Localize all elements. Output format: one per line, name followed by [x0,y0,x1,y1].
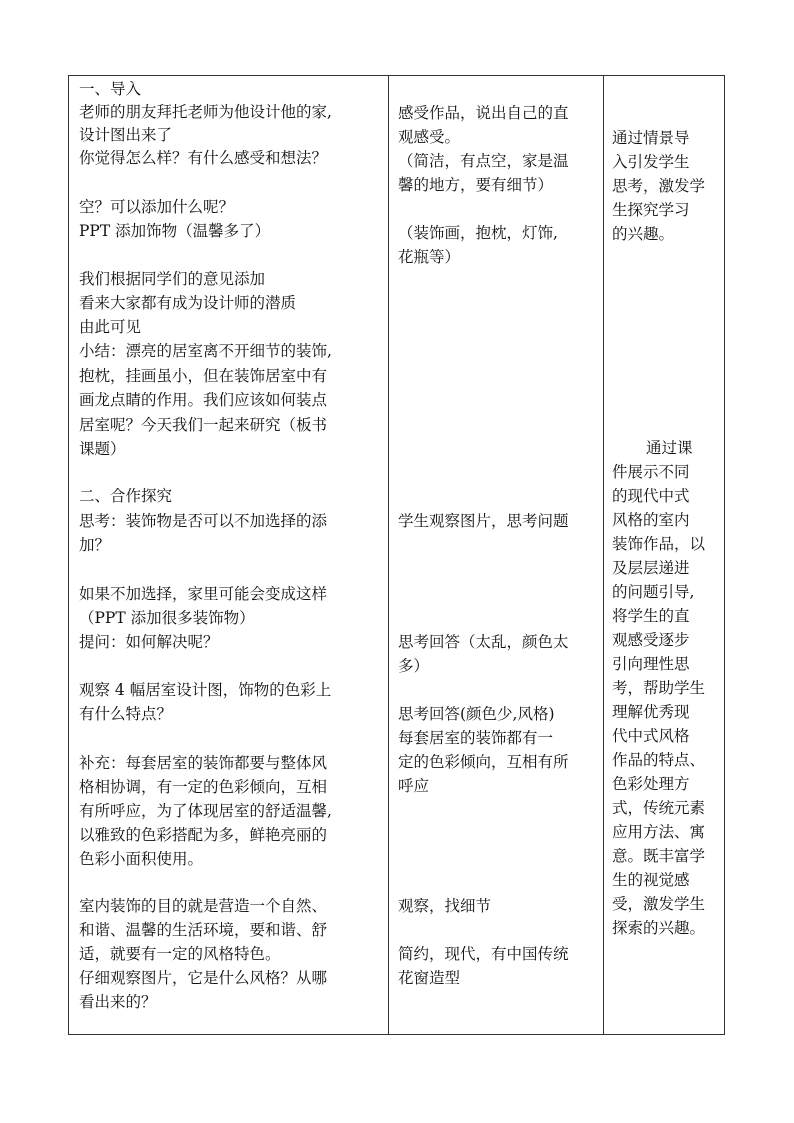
text-line: 通过课 [646,439,693,457]
text-line: （简洁，有点空，家是温 [398,152,569,170]
text-line: 的兴趣。 [612,225,675,243]
text-line: 空？可以添加什么呢？ [79,198,235,216]
text-line: 考，帮助学生 [612,679,706,697]
text-line: 我们根据同学们的意见添加 [79,270,266,288]
text-line: 装饰作品，以 [612,535,706,553]
text-line: 馨的地方，要有细节） [398,176,554,194]
lesson-plan-table [68,75,725,1035]
text-line: 感受作品，说出自己的直 [398,104,569,122]
text-line: 花瓶等） [398,248,461,266]
text-line: PPT 添加饰物（温馨多了） [79,222,271,240]
text-line: 小结：漂亮的居室离不开细节的装饰, [79,342,332,360]
text-line: 通过情景导 [612,129,690,147]
text-line: 色彩处理方 [612,775,690,793]
text-line: 多） [398,657,430,675]
design-intent-cell [604,76,726,1034]
text-line: 学生观察图片，思考问题 [398,512,569,530]
text-line: 定的色彩倾向，互相有所 [398,753,569,771]
text-line: 理解优秀现 [612,703,690,721]
text-line: 有什么特点？ [79,705,173,723]
text-line: 观感受。 [398,128,461,146]
text-line: 应用方法、寓 [612,823,706,841]
text-line: 及层层递进 [612,559,690,577]
text-line: 观感受逐步 [612,631,690,649]
text-line: 意。既丰富学 [612,847,706,865]
text-line: 生探究学习 [612,201,690,219]
text-line: 格相协调，有一定的色彩倾向，互相 [79,778,328,796]
text-line: 件展示不同 [612,463,690,481]
text-line: 思考回答(颜色少,风格) [398,705,555,723]
section-heading: 一、导入 [79,80,142,98]
text-line: 的问题引导, [612,583,695,601]
text-line: 思考，激发学 [612,177,706,195]
text-line: 将学生的直 [612,607,690,625]
text-line: 的现代中式 [612,487,690,505]
text-line: 适，就要有一定的风格特色。 [79,945,281,963]
text-line: 探索的兴趣。 [612,919,706,937]
text-line: 代中式风格 [612,727,690,745]
text-line: 加？ [79,536,111,554]
text-line: 式，传统元素 [612,799,706,817]
text-line: 以雅致的色彩搭配为多，鲜艳亮丽的 [79,826,328,844]
text-line: 如果不加选择，家里可能会变成这样 [79,585,328,603]
text-line: 思考：装饰物是否可以不加选择的添 [79,512,328,530]
text-line: 简约，现代，有中国传统 [398,945,569,963]
text-line: 作品的特点、 [612,751,706,769]
text-line: 看出来的？ [79,993,157,1011]
text-line: 居室呢？今天我们一起来研究（板书 [79,416,328,434]
text-line: 室内装饰的目的就是营造一个自然、 [79,897,328,915]
text-line: 思考回答（太乱，颜色太 [398,633,569,651]
text-line: 每套居室的装饰都有一 [398,729,554,747]
text-line: （PPT 添加很多装饰物） [79,609,255,627]
text-line: 观察 4 幅居室设计图，饰物的色彩上 [79,681,332,699]
section-heading: 二、合作探究 [79,487,173,505]
text-line: 看来大家都有成为设计师的潜质 [79,294,297,312]
text-line: 受，激发学生 [612,895,706,913]
text-line: 老师的朋友拜托老师为他设计他的家, [79,103,332,121]
text-line: 由此可见 [79,318,142,336]
text-line: 风格的室内 [612,511,690,529]
text-line: 你觉得怎么样？有什么感受和想法？ [79,149,328,167]
text-line: 和谐、温馨的生活环境，要和谐、舒 [79,921,328,939]
text-line: 花窗造型 [398,969,461,987]
text-line: 色彩小面积使用。 [79,850,204,868]
teacher-activity-cell [69,76,388,1034]
text-line: 入引发学生 [612,153,690,171]
text-line: 设计图出来了 [79,126,173,144]
text-line: 有所呼应，为了体现居室的舒适温馨, [79,802,332,820]
student-activity-cell [389,76,603,1034]
text-line: 课题） [79,440,126,458]
text-line: 生的视觉感 [612,871,690,889]
text-line: 观察，找细节 [398,897,492,915]
text-line: 引向理性思 [612,655,690,673]
text-line: 补充：每套居室的装饰都要与整体风 [79,754,328,772]
text-line: （装饰画，抱枕，灯饰, [398,224,558,242]
text-line: 呼应 [398,777,430,795]
text-line: 提问：如何解决呢？ [79,633,219,651]
text-line: 抱枕，挂画虽小，但在装饰居室中有 [79,367,328,385]
text-line: 画龙点睛的作用。我们应该如何装点 [79,391,328,409]
text-line: 仔细观察图片，它是什么风格？从哪 [79,969,328,987]
